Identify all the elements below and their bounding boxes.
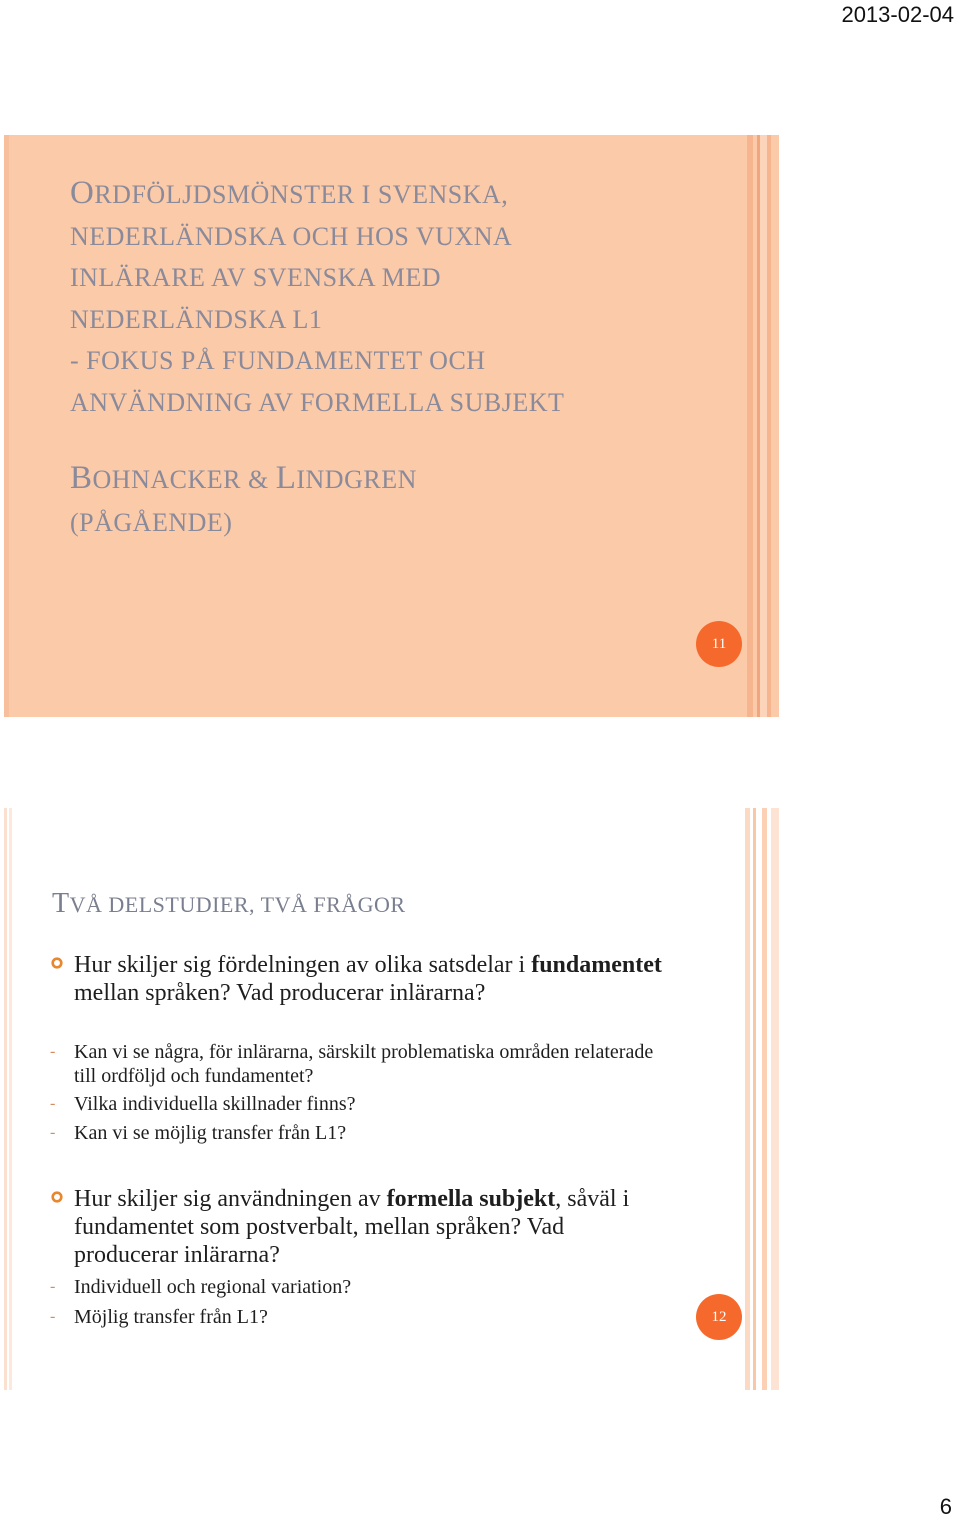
sub-question: - Vilka individuella skillnader finns? bbox=[50, 1093, 356, 1115]
title-line: ANVÄNDNING AV FORMELLA SUBJEKT bbox=[70, 387, 565, 417]
page-number: 6 bbox=[939, 1494, 952, 1519]
authors-line: BOHNACKER & LINDGREN bbox=[70, 460, 417, 496]
slide-heading: TVÅ DELSTUDIER, TVÅ FRÅGOR bbox=[52, 888, 406, 919]
sub-question: - Kan vi se möjlig transfer från L1? bbox=[50, 1122, 347, 1144]
title-line: NEDERLÄNDSKA OCH HOS VUXNA bbox=[70, 221, 513, 251]
slide-11 bbox=[4, 135, 779, 717]
question-1: Hur skiljer sig fördelningen av olika satsdelar i fundamentet mellan språken? Vad producerar inlärarna? bbox=[74, 951, 674, 1007]
slide-decorative-bar bbox=[745, 808, 779, 1390]
slide-decorative-bar bbox=[747, 135, 779, 717]
title-line: NEDERLÄNDSKA L1 bbox=[70, 304, 323, 334]
authors-status: (PÅGÅENDE) bbox=[70, 508, 233, 537]
sub-question: - Individuell och regional variation? bbox=[50, 1276, 352, 1298]
question-2: Hur skiljer sig användningen av formella subjekt, såväl i fundamentet som postverbalt, mellan språken? Vad producerar inlärarna? bbox=[74, 1185, 674, 1269]
slide-title bbox=[70, 173, 710, 423]
slide-12 bbox=[4, 808, 779, 1390]
title-line: - FOKUS PÅ FUNDAMENTET OCH bbox=[70, 346, 486, 375]
slide-number-badge: 12 bbox=[696, 1294, 742, 1340]
sub-question: - Kan vi se några, för inlärarna, särskilt problematiska områden relaterade till ordföljd och fundamentet? bbox=[50, 1041, 654, 1087]
slide-authors bbox=[70, 457, 710, 544]
sub-question: - Möjlig transfer från L1? bbox=[50, 1306, 268, 1328]
slide-left-edge bbox=[4, 135, 9, 717]
title-line: INLÄRARE AV SVENSKA MED bbox=[70, 263, 441, 292]
circle-bullet-icon bbox=[51, 1191, 63, 1203]
slide-number-badge: 11 bbox=[696, 621, 742, 667]
circle-bullet-icon bbox=[51, 957, 63, 969]
page-date: 2013-02-04 bbox=[841, 2, 954, 27]
title-line: ORDFÖLJDSMÖNSTER I SVENSKA, bbox=[70, 175, 509, 211]
slide-left-edge bbox=[4, 808, 12, 1390]
